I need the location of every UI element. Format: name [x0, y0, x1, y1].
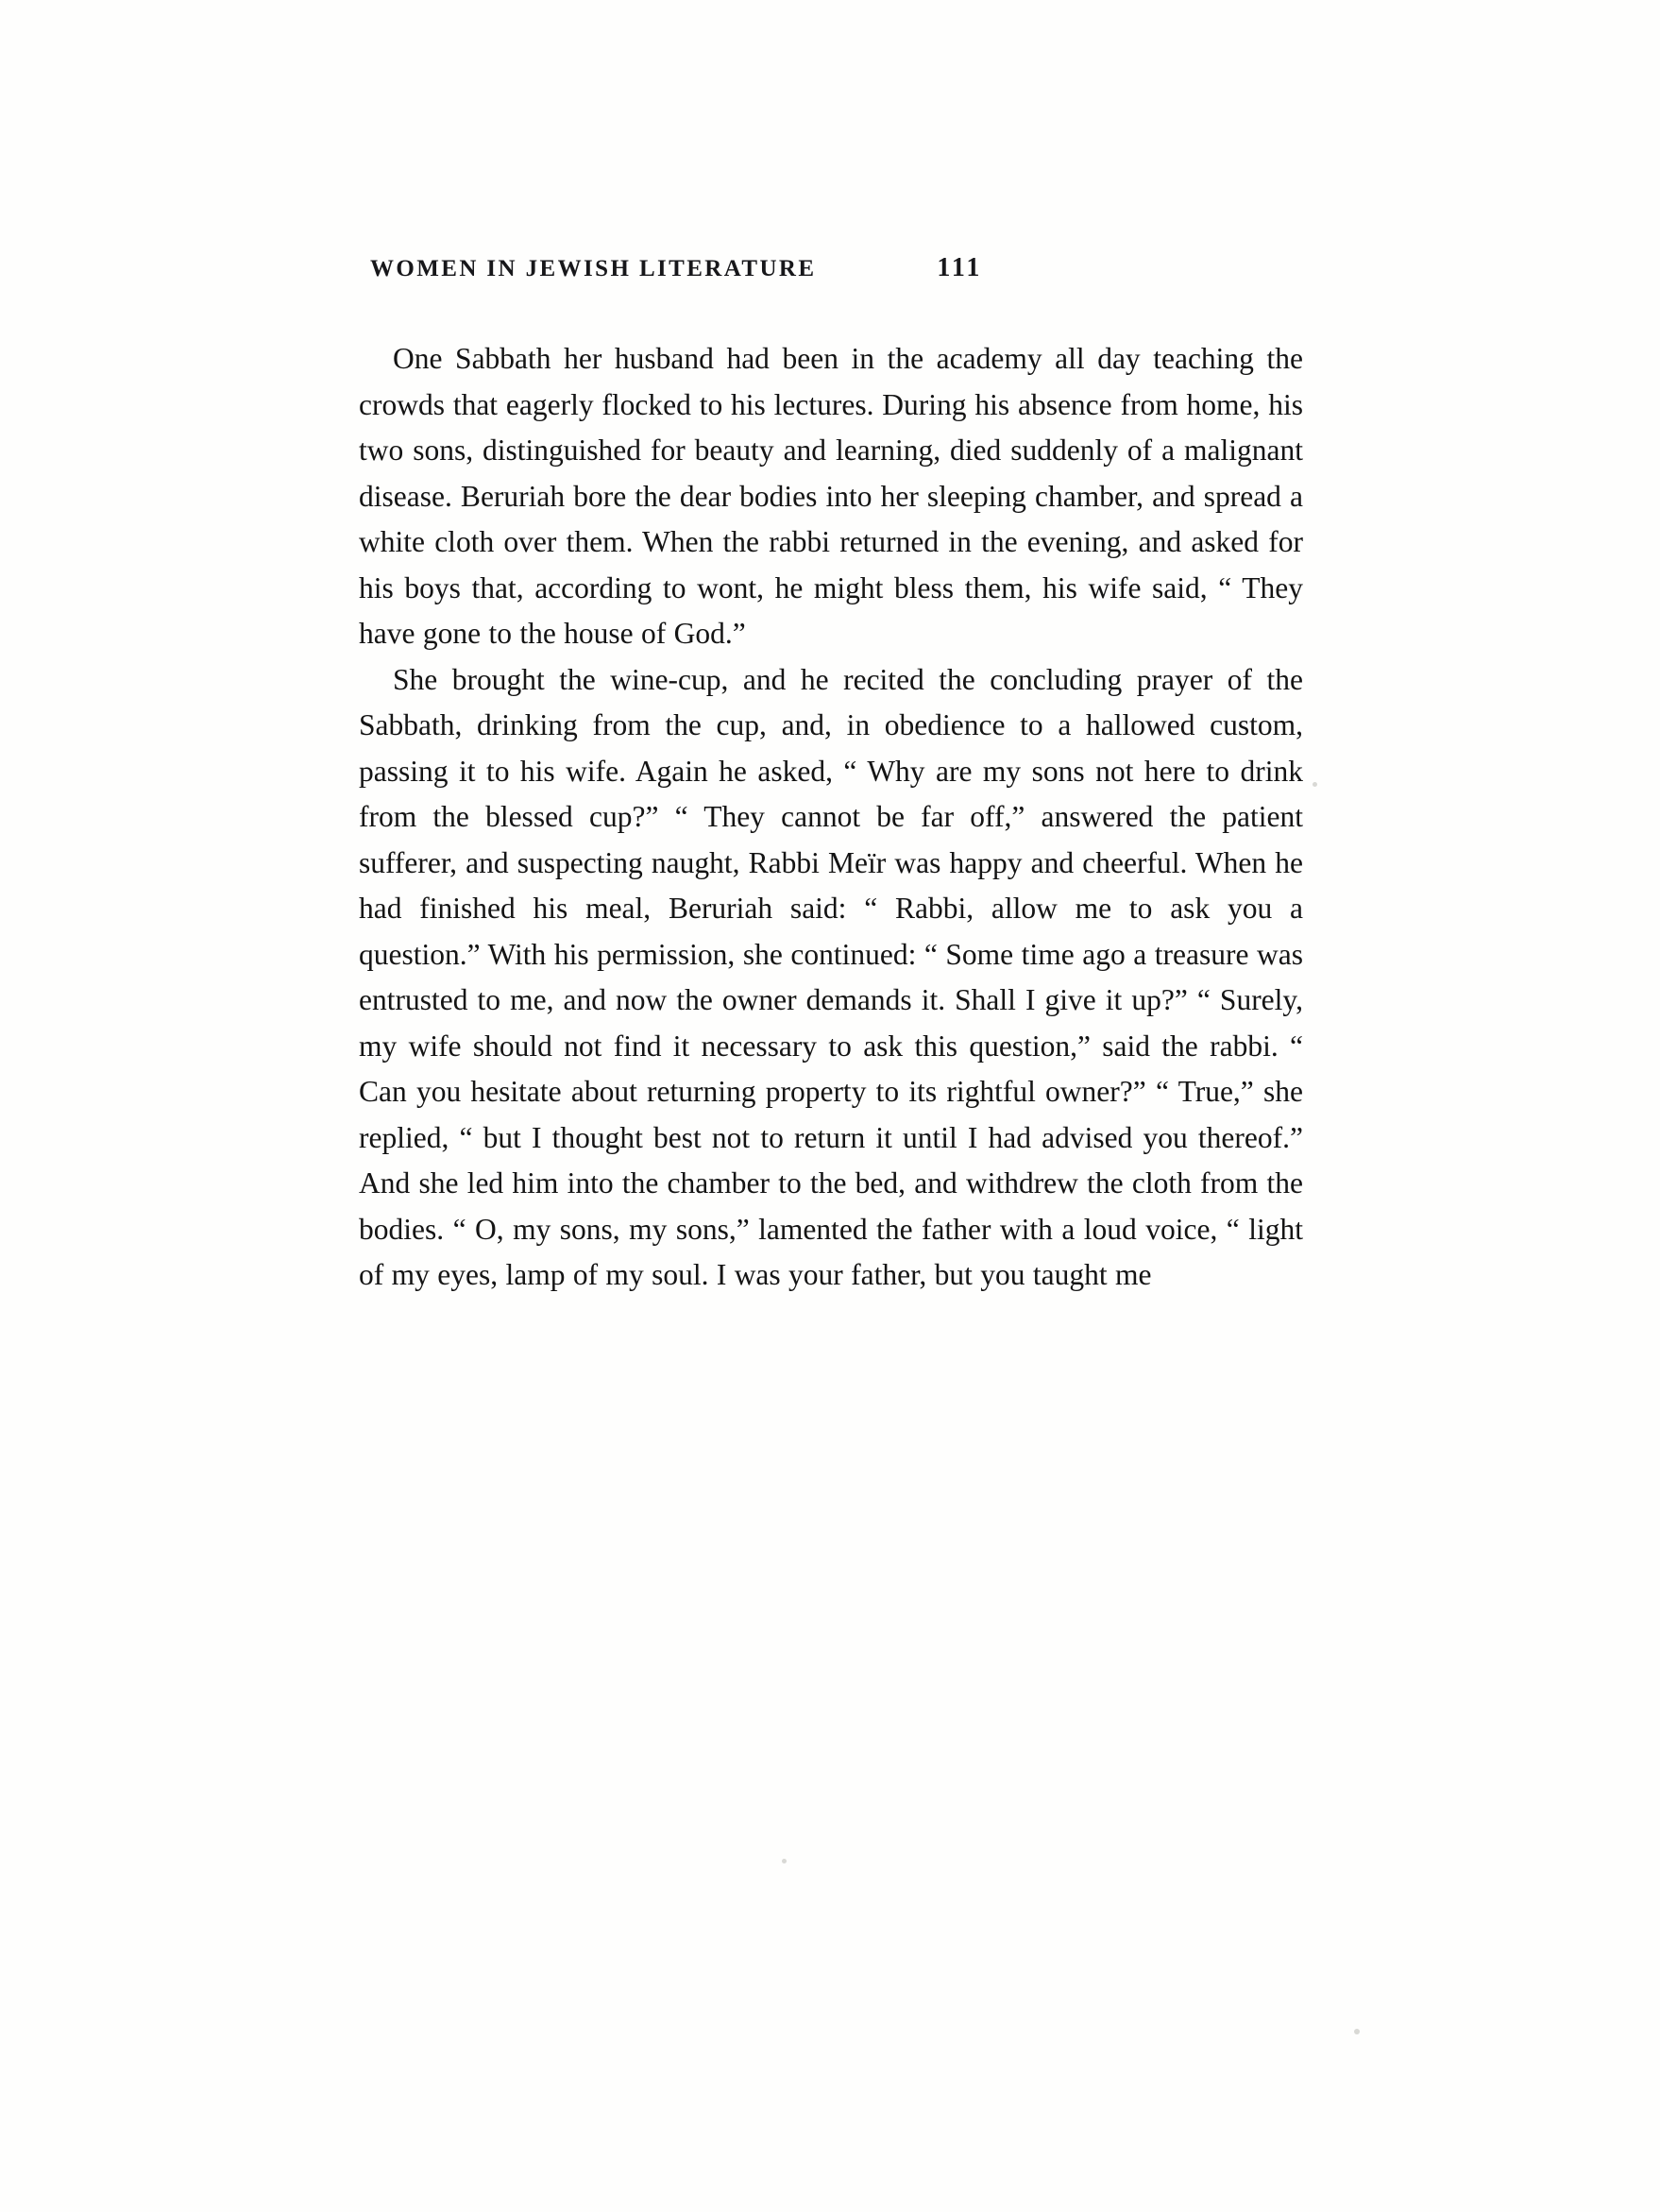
paragraph-text: She brought the wine-cup, and he recited the concluding prayer of the Sabbath, drinking from the cup, and, in obedience to a hallowed custom, passing it to his wife. Again he asked, “ Why are my sons not here to drink from the blessed cup?” “ They cannot be far off,” answered the patient sufferer, and suspecting naught, Rabbi Meïr was happy and cheerful. When he had finished his meal, Beruriah said: “ Rabbi, allow me to ask you a question.” With his permission, she continued: “ Some time ago a treasure was entrusted to me, and now the owner demands it. Shall I give it up?” “ Surely, my wife should not find it necessary to ask this question,” said the rabbi. “ Can you hesitate about returning property to its rightful owner?” “ True,” she replied, “ but I thought best not to return it until I had advised you thereof.” And she led him into the chamber to the bed, and withdrew the cloth from the bodies. “ O, my sons, my sons,” lamented the father with a loud voice, “ light of my eyes, lamp of my soul. I was your father, but you taught me	[359, 662, 1303, 1291]
scan-speck	[782, 1859, 787, 1863]
running-head	[359, 253, 1314, 283]
page-content	[359, 253, 1303, 1299]
paragraph-text: One Sabbath her husband had been in the academy all day teaching the crowds that eagerly flocked to his lectures. During his absence from home, his two sons, distinguished for beauty and learning, died suddenly of a malignant disease. Beruriah bore the dear bodies into her sleeping chamber, and spread a white cloth over them. When the rabbi returned in the evening, and asked for his boys that, according to wont, he might bless them, his wife said, “ They have gone to the house of God.”	[359, 342, 1303, 650]
paragraph-2	[359, 657, 1303, 1299]
scan-speck	[1354, 2029, 1360, 2034]
page-number: 111	[937, 253, 983, 282]
paragraph-1	[359, 336, 1303, 657]
running-head-title: WOMEN IN JEWISH LITERATURE	[370, 256, 817, 281]
scan-speck	[1313, 782, 1317, 787]
